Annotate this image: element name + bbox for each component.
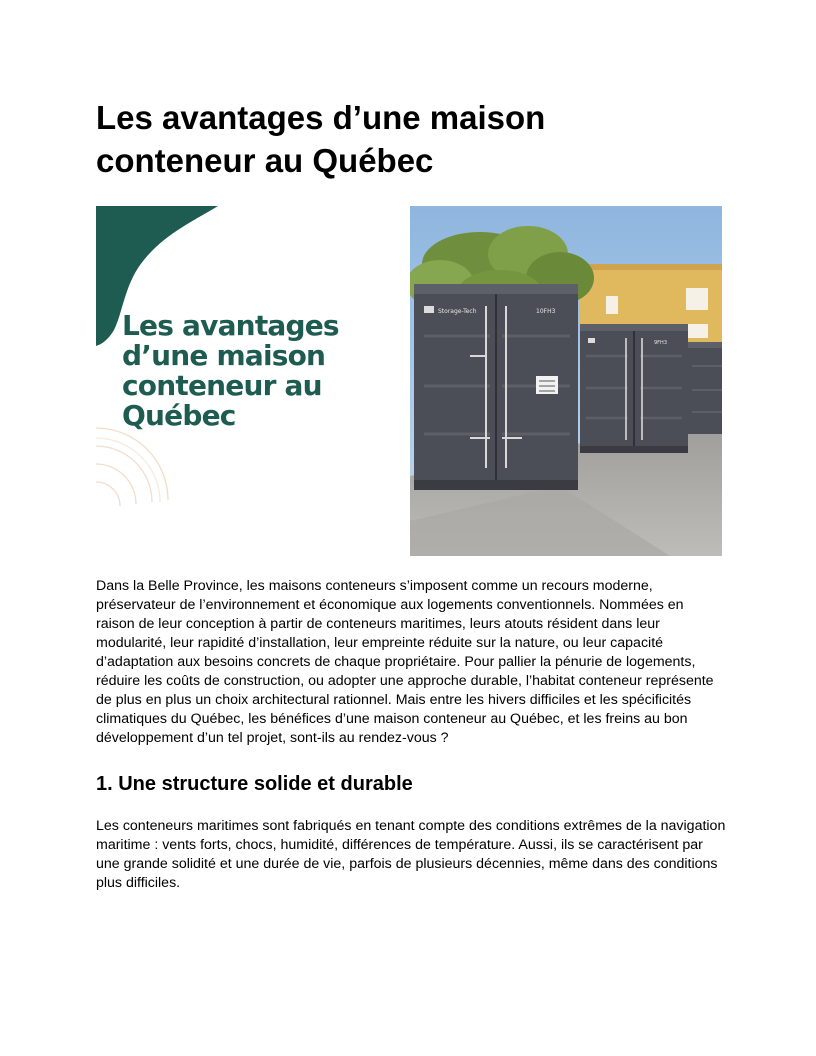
container-front bbox=[414, 284, 578, 490]
svg-text:9FH3: 9FH3 bbox=[654, 340, 667, 346]
hero-graphic bbox=[96, 206, 396, 556]
svg-text:10FH3: 10FH3 bbox=[536, 308, 556, 315]
hero-banner bbox=[96, 206, 722, 556]
svg-text:Storage-Tech: Storage-Tech bbox=[438, 308, 477, 315]
section-paragraph: Les conteneurs maritimes sont fabriqués en tenant compte des conditions extrêmes de la navigation maritime : vents forts, chocs, humidité, différences de température. Aussi, ils se caractérisent par une grande solidité et une durée de vie, parfois de plusieurs décennies, même dans des conditions plus difficiles. bbox=[96, 818, 726, 891]
page-title: Les avantages d’une maison conteneur au Québec bbox=[96, 99, 546, 179]
hero-photo bbox=[410, 206, 722, 556]
intro-paragraph: Dans la Belle Province, les maisons conteneurs s’imposent comme un recours moderne, préservateur de l’environnement et économique aux logements conventionnels. Nommées en raison de leur conception à partir de conteneurs maritimes, leurs atouts résident dans leur modularité, leur rapidité d’installation, leur empreinte réduite sur la nature, ou leur capacité d’adaptation aux besoins concrets de chaque propriétaire. Pour pallier la pénurie de logements, réduire les coûts de construction, ou adopter une approche durable, l’habitat conteneur représente de plus en plus un choix architectural rationnel. Mais entre les hivers difficiles et les spécificités climatiques du Québec, les bénéfices d’une maison conteneur au Québec, et les freins au bon développement d’un tel projet, sont-ils au rendez-vous ? bbox=[96, 578, 714, 746]
container-photo-illustration bbox=[410, 206, 722, 556]
hero-graphic-heading: Les avantages d’une maison conteneur au Québec bbox=[122, 309, 339, 432]
container-third bbox=[688, 342, 722, 434]
section-heading: 1. Une structure solide et durable bbox=[96, 773, 413, 795]
decorative-arcs bbox=[96, 428, 168, 506]
container-second bbox=[580, 324, 688, 453]
